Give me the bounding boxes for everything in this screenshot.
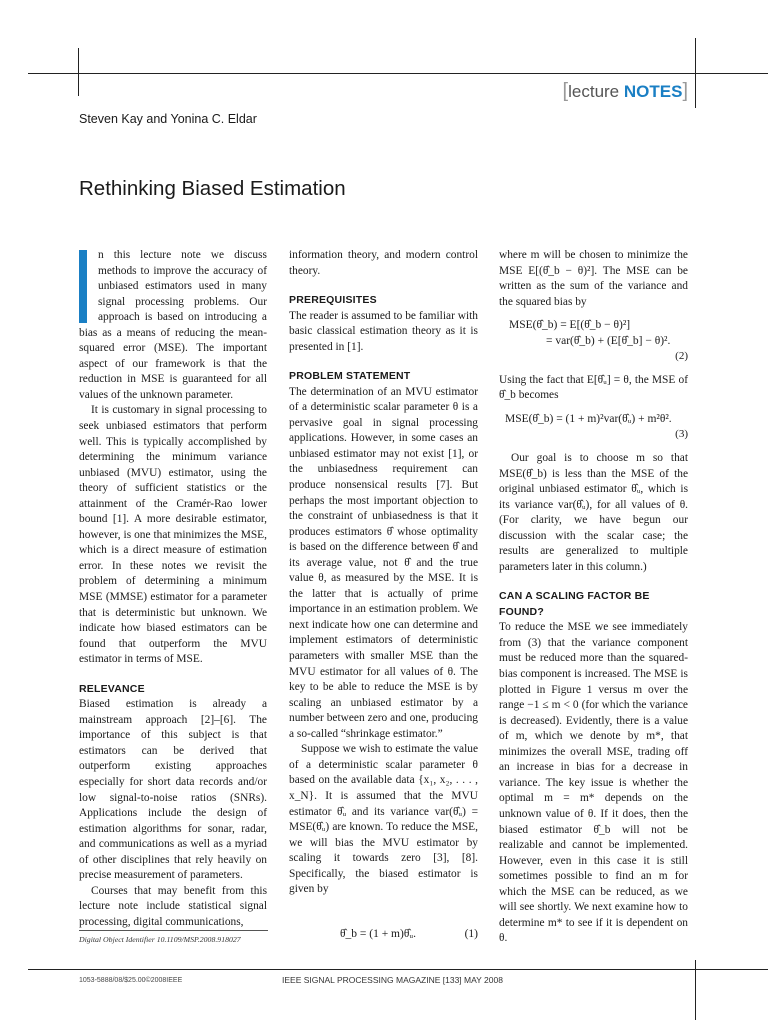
equation-3 [499, 412, 688, 443]
drop-cap [79, 250, 87, 323]
equation-3-body: MSE(θ̂_b) = (1 + m)²var(θ̂ᵤ) + m²θ². [505, 412, 672, 425]
authors: Steven Kay and Yonina C. Eldar [79, 112, 257, 126]
paragraph: The reader is assumed to be familiar with basic classical estimation theory as it is presented in [1]. [289, 309, 478, 353]
equation-1-body: θ̂_b = (1 + m)θ̂ᵤ. [340, 928, 416, 940]
lecture-word: lecture [568, 82, 620, 101]
top-rule [28, 73, 768, 74]
equation-number: (3) [675, 428, 688, 441]
heading-prerequisites: PREREQUISITES [289, 294, 377, 307]
column-2 [289, 248, 478, 898]
column-1 [79, 248, 267, 930]
issn-copyright: 1053-5888/08/$25.00©2008IEEE [79, 977, 183, 984]
bracket-close: ] [682, 80, 688, 102]
footnote-rule [79, 930, 268, 931]
paragraph: Courses that may benefit from this lecture note include statistical signal processing, digital communications, [79, 884, 267, 928]
heading-scaling-factor: CAN A SCALING FACTOR BE FOUND? [499, 590, 650, 618]
running-footer: IEEE SIGNAL PROCESSING MAGAZINE [133] MAY 2008 [282, 975, 503, 985]
doi-footnote: Digital Object Identifier 10.1109/MSP.2008.918027 [79, 935, 241, 944]
equation-2-line-2: = var(θ̂_b) + (E[θ̂_b] − θ)². [546, 334, 671, 347]
paragraph: Using the fact that E[θ̂ᵤ] = θ, the MSE of θ̂_b becomes [499, 373, 688, 402]
paragraph: The determination of an MVU estimator of a deterministic scalar parameter θ is a pervasive goal in signal processing applications. However, in some cases an unbiased estimator may not exist [1], or the unbiasedness requirement can produce nonsensical results [7]. But perhaps the most important objection to the constraint of unbiasedness is that it produces estimators θ̂ whose optimality is based on the difference between θ̂ and its average value, not θ̂ and the true value θ, as measured by the MSE. It is the latter that is actually of prime importance in an estimation problem. We next indicate how one can determine and implement estimators of deterministic parameters with smaller MSE than the MVU estimator for all values of θ. The key to be able to reduce the MSE is by scaling an unbiased estimator by a number between zero and one, producing a so-called “shrinkage estimator.” [289, 385, 478, 740]
bottom-rule [28, 969, 768, 970]
notes-word: NOTES [623, 82, 683, 101]
paragraph: information theory, and modern control theory. [289, 249, 478, 277]
paragraph: Biased estimation is already a mainstream approach [2]–[6]. The importance of this subject is that estimators can be derived that outperform existing approaches especially for short data records and/or low signal-to-noise ratios (SNRs). Applications include the design of estimation algorithms for sonar, radar, and communications as well as a myriad of other disciplines that rely heavily on precise measurement of parameters. [79, 698, 267, 882]
bottom-right-tick [695, 960, 696, 1020]
paragraph: where m will be chosen to minimize the MSE E[(θ̂_b − θ)²]. The MSE can be written as the sum of the variance and the squared bias by [499, 249, 688, 308]
equation-number: (2) [675, 350, 688, 363]
bracket-open: [ [562, 80, 569, 102]
top-right-tick [695, 38, 696, 108]
equation-1 [340, 928, 478, 940]
paragraph: To reduce the MSE we see immediately from (3) that the variance component must be reduced more than the squared-bias component is increased. The MSE is plotted in Figure 1 versus m over the range −1 ≤ m < 0 (for which the variance is decreased). Evidently, there is a value of m, which we denote by m*, that minimizes the overall MSE, trading off an increase in bias for a decrease in variance. The key issue is whether the optimal m = m* depends on the unknown value of θ. If it does, then the biased estimator θ̂_b will not be realizable and cannot be implemented. However, even in this case it is still sometimes possible to find an m for which the MSE can be reduced, as we will see shortly. We next examine how to determine m* to see if it is dependent on θ. [499, 621, 688, 945]
equation-2-line-1: MSE(θ̂_b) = E[(θ̂_b − θ)²] [509, 319, 631, 332]
column-3 [499, 248, 688, 947]
top-left-tick [78, 48, 79, 96]
paragraph: It is customary in signal processing to seek unbiased estimators that perform well. This is typically accomplished by determining the minimum variance unbiased (MVU) estimator, using the theory of sufficient statistics or the attainment of the Cramér-Rao lower bound [1]. A more desirable estimator, however, is one that minimizes the MSE, which is a direct measure of estimation error. In these notes we revisit the problem of determining a minimum MSE (MMSE) estimator for a parameter that is deterministic but unknown. We indicate how biased estimators can be found that outperform the MVU estimator in terms of MSE. [79, 404, 267, 666]
paragraph: Suppose we wish to estimate the value of a deterministic scalar parameter θ based on the available data {x₁, x₂, . . . , x_N}. It is assumed that the MVU estimator θ̂ᵤ and its variance var(θ̂ᵤ) = MSE(θ̂ᵤ) are known. To reduce the MSE, we will bias the MVU estimator by scaling it towards zero [3], [8]. Specifically, the biased estimator is given by [289, 743, 478, 896]
heading-relevance: RELEVANCE [79, 682, 145, 695]
equation-number: (1) [464, 928, 478, 940]
paragraph: Our goal is to choose m so that MSE(θ̂_b) is less than the MSE of the original unbiased estimator θ̂ᵤ, which is its variance var(θ̂ᵤ), for all values of θ. (For clarity, we have begun our discussion with the scalar case; the results are generalized to multiple parameters later in this column.) [499, 452, 688, 573]
article-title: Rethinking Biased Estimation [79, 177, 346, 200]
heading-problem-statement: PROBLEM STATEMENT [289, 370, 411, 383]
intro-paragraph: n this lecture note we discuss methods to improve the accuracy of unbiased estimators used in many signal processing problems. Our approach is based on introducing a bias as a means of reducing the mean-squared error (MSE). The important aspect of our framework is that the reduction in MSE is guaranteed for all values of the unknown parameter. [79, 249, 267, 401]
equation-2 [499, 318, 688, 365]
section-label [563, 80, 688, 103]
